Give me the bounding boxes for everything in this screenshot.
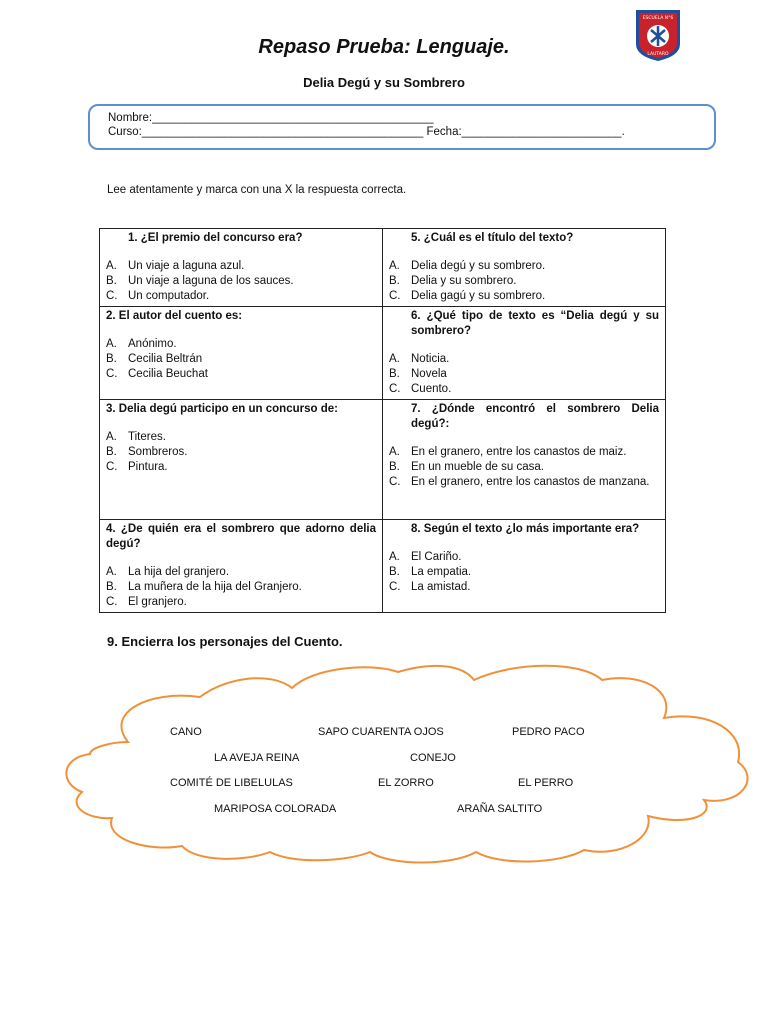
option-letter: C. [389,290,401,302]
option-text: La hija del granjero. [128,566,230,578]
course-line[interactable]: ____________________________________________ [141,126,424,138]
logo-text-top: ESCUELA N°6 [642,16,674,21]
option-text: Cuento. [411,383,452,395]
option-text: Un viaje a laguna azul. [128,260,245,272]
character-word[interactable]: LA AVEJA REINA [214,752,300,764]
option-letter: C. [106,461,118,473]
option-letter: B. [106,275,117,287]
character-word[interactable]: EL ZORRO [378,777,434,789]
option-text: Delia y su sombrero. [411,275,517,287]
option-text: Un computador. [128,290,210,302]
option-letter: B. [389,461,400,473]
option-letter: A. [106,431,117,443]
option-letter: B. [389,566,400,578]
character-word[interactable]: CANO [170,726,202,738]
question-text: 6. ¿Qué tipo de texto es “Delia degú y su sombrero? [411,310,659,337]
option-text: La muñera de la hija del Granjero. [128,581,302,593]
logo-text-bottom: LAUTARO [647,52,669,57]
question-text: 1. ¿El premio del concurso era? [128,232,303,244]
question-text: 2. El autor del cuento es: [106,310,243,322]
option-text: Pintura. [128,461,168,473]
option-text: En el granero, entre los canastos de maiz. [411,446,627,458]
option-letter: C. [106,596,118,608]
option-text: Titeres. [128,431,166,443]
instructions: Lee atentamente y marca con una X la respuesta correcta. [107,184,407,196]
option-text: Un viaje a laguna de los sauces. [128,275,294,287]
character-word[interactable]: COMITÉ DE LIBELULAS [170,777,293,789]
option-text: La amistad. [411,581,471,593]
option-letter: C. [106,290,118,302]
name-line[interactable]: ____________________________________________ [152,112,434,124]
question-text: 5. ¿Cuál es el título del texto? [411,232,574,244]
option-letter: A. [389,446,400,458]
date-line[interactable]: _________________________. [461,126,625,138]
option-letter: C. [106,368,118,380]
character-word[interactable]: SAPO CUARENTA OJOS [318,726,444,738]
option-letter: C. [389,476,401,488]
character-word[interactable]: EL PERRO [518,777,574,789]
option-letter: C. [389,383,401,395]
character-word[interactable]: CONEJO [410,752,456,764]
option-text: Sombreros. [128,446,188,458]
question-text: 4. ¿De quién era el sombrero que adorno delia degú? [106,523,376,550]
option-text: El granjero. [128,596,187,608]
option-text: Novela [411,368,447,380]
question-text: 7. ¿Dónde encontró el sombrero Delia degú?: [411,403,659,430]
option-text: Cecilia Beltrán [128,353,203,365]
course-label: Curso: [108,126,142,138]
option-text: Delia gagú y su sombrero. [411,290,546,302]
option-text: En el granero, entre los canastos de manzana. [411,476,650,488]
story-title: Delia Degú y su Sombrero [303,75,465,90]
cloud-outline [66,666,747,863]
option-text: En un mueble de su casa. [411,461,544,473]
character-word[interactable]: MARIPOSA COLORADA [214,803,337,815]
option-letter: B. [106,446,117,458]
option-letter: A. [106,260,117,272]
option-letter: A. [389,260,400,272]
option-letter: C. [389,581,401,593]
option-text: Cecilia Beuchat [128,368,208,380]
option-letter: B. [389,275,400,287]
name-label: Nombre: [108,112,153,124]
date-label: Fecha: [426,126,462,138]
option-letter: B. [106,581,117,593]
page-title: Repaso Prueba: Lenguaje. [258,36,510,58]
option-text: El Cariño. [411,551,462,563]
option-letter: A. [389,551,400,563]
option-text: Noticia. [411,353,450,365]
option-text: La empatia. [411,566,472,578]
character-word[interactable]: ARAÑA SALTITO [457,803,543,815]
question-text: 8. Según el texto ¿lo más importante era? [411,523,640,535]
section-9-title: 9. Encierra los personajes del Cuento. [107,634,343,649]
option-letter: A. [106,338,117,350]
question-text: 3. Delia degú participo en un concurso de: [106,403,338,415]
character-word[interactable]: PEDRO PACO [512,726,585,738]
option-letter: A. [389,353,400,365]
option-letter: A. [106,566,117,578]
option-letter: B. [106,353,117,365]
option-text: Anónimo. [128,338,177,350]
option-text: Delia degú y su sombrero. [411,260,546,272]
option-letter: B. [389,368,400,380]
